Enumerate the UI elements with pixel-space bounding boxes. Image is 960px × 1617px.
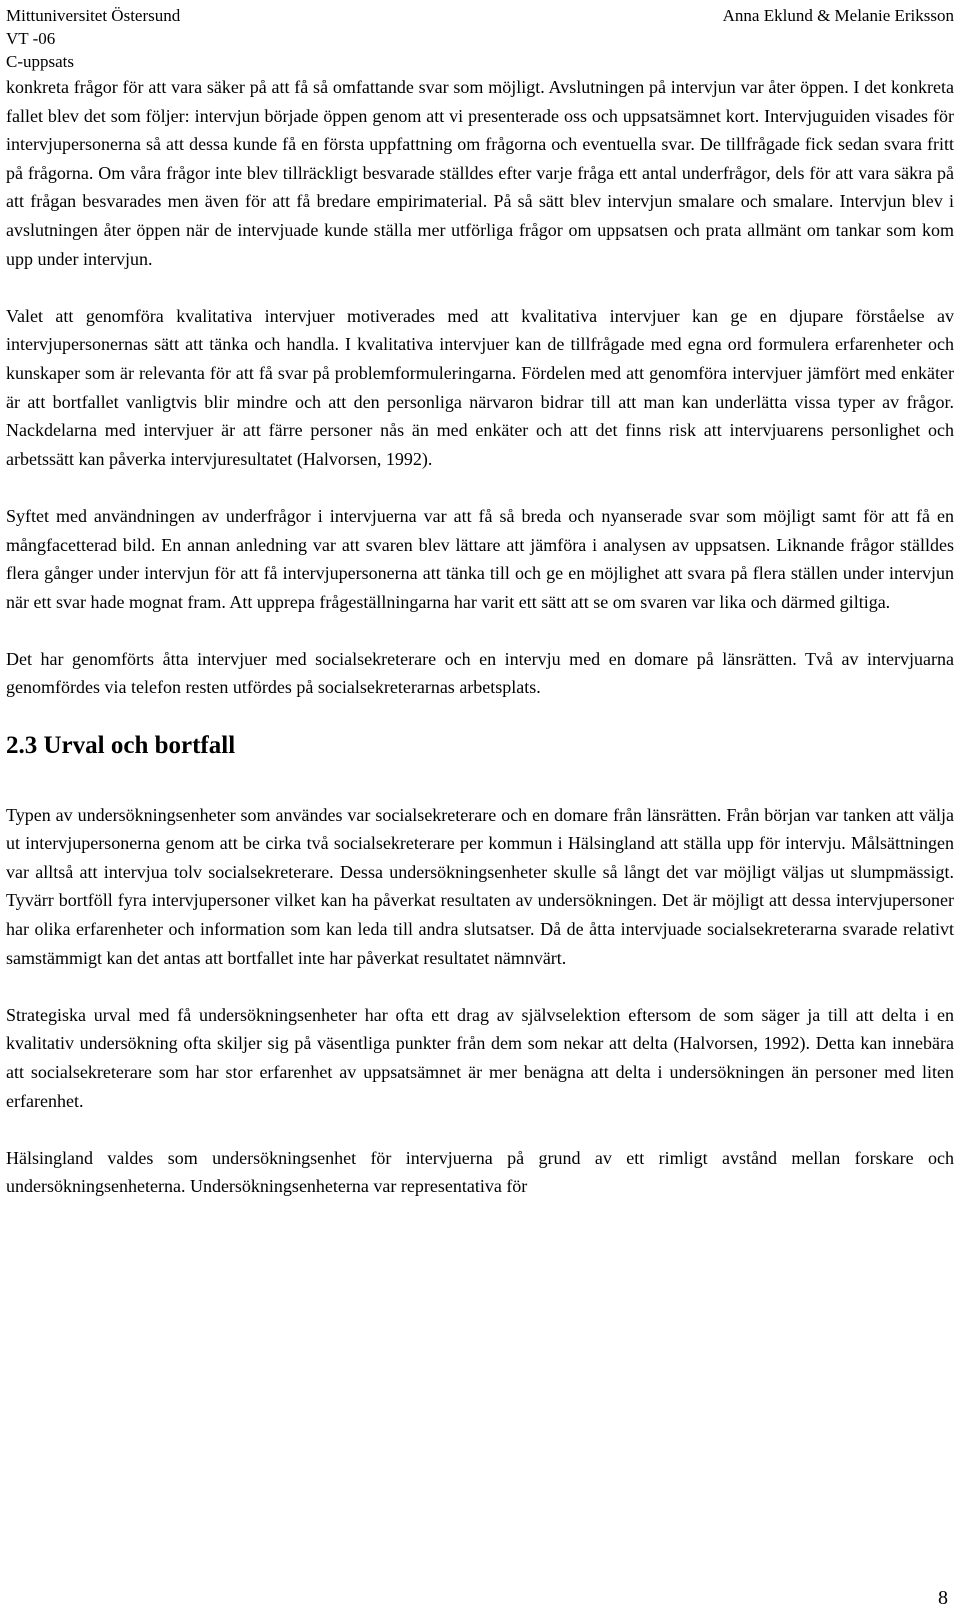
paragraph-sampling-units: Typen av undersökningsenheter som användes var socialsekreterare och en domare från länsrätten. Från början var tanken att välja ut intervjupersonerna genom att be cirka två socialsekreterare per kommun i Hälsingland att ställa upp för intervju. Målsättningen var alltså att intervjua tolv socialsekreterare. Dessa undersökningsenheter skulle så långt det var möjligt väljas ut slumpmässigt. Tyvärr bortföll fyra intervjupersoner vilket kan ha påverkat resultaten av undersökningen. Det är möjligt att dessa intervjupersoner har olika erfarenheter och information som kan leda till andra slutsatser. Då de åtta intervjuade socialsekreterarna svarade relativt samstämmigt kan det antas att bortfallet inte har påverkat resultatet nämnvärt. [6,804,954,968]
header-authors: Anna Eklund & Melanie Eriksson [722,6,954,25]
header-term: VT -06 [6,29,56,48]
paragraph-interview-structure: konkreta frågor för att vara säker på att få så omfattande svar som möjligt. Avslutningen på intervjun var åter öppen. I det konkreta fallet blev det som följer: intervjun började öppen genom att vi presenterade oss och uppsatsämnet kort. Intervjuguiden visades för intervjupersonerna så att dessa kunde få en första uppfattning om frågorna och eventuella svar. De tillfrågade fick sedan svara fritt på frågorna. Om våra frågor inte blev tillräckligt besvarade ställdes efter varje fråga ett antal underfrågor, dels för att vara säkra på att frågan besvarades men även för att få bredare empirimaterial. På så sätt blev intervjun smalare och smalare. Intervjun blev i avslutningen åter öppen när de intervjuade kunde ställa mer utförliga frågor om uppsatsen och prata allmänt om tankar som kom upp under intervjun. [6,77,954,269]
paragraph-strategic-sampling: Strategiska urval med få undersökningsenheter har ofta ett drag av självselektion eftersom de som säger ja till att delta i en kvalitativ undersökning ofta skiljer sig på väsentliga punkter från dem som nekar att delta (Halvorsen, 1992). Detta kan innebära att socialsekreterare som har stor erfarenhet av uppsatsämnet är mer benägna att delta i undersökningen än personer med liten erfarenhet. [6,1004,954,1111]
section-heading: 2.3 Urval och bortfall [6,731,236,759]
paragraph-subquestions-purpose: Syftet med användningen av underfrågor i intervjuerna var att få så breda och nyanserade svar som möjligt samt för att få en mångfacetterad bild. En annan anledning var att svaren blev lättare att jämföra i analysen av uppsatsen. Liknande frågor ställdes flera gånger under intervjun för att få intervjupersonerna att tänka till och ge en möjlighet att svara på flera ställen under intervjun när ett svar hade mognat fram. Att upprepa frågeställningarna har varit ett sätt att se om svaren var lika och därmed giltiga. [6,505,954,612]
page-number: 8 [938,1587,948,1609]
header-institution: Mittuniversitet Östersund [6,6,181,25]
paragraph-halsingland: Hälsingland valdes som undersökningsenhet för intervjuerna på grund av ett rimligt avstånd mellan forskare och undersökningsenheterna. Undersökningsenheterna var representativa för [6,1147,954,1197]
page-header [6,4,954,73]
paragraph-qualitative-motivation: Valet att genomföra kvalitativa intervjuer motiverades med att kvalitativa intervjuer kan ge en djupare förståelse av intervjupersonernas sätt att tänka och handla. I kvalitativa intervjuer kan de tillfrågade med egna ord formulera erfarenheter och kunskaper som är relevanta för att få svar på problemformuleringarna. Fördelen med att genomföra intervjuer jämfört med enkäter är att bortfallet vanligtvis blir mindre och att den personliga närvaron bidrar till att man kan underlätta vissa typer av frågor. Nackdelarna med intervjuer är att färre personer nås än med enkäter och att det finns risk att intervjuarens personlighet och arbetssätt kan påverka intervjuresultatet (Halvorsen, 1992). [6,305,954,469]
paragraph-interviews-conducted: Det har genomförts åtta intervjuer med socialsekreterare och en intervju med en domare på länsrätten. Två av intervjuarna genomfördes via telefon resten utfördes på socialsekreterarnas arbetsplats. [6,648,954,698]
header-document-type: C-uppsats [6,52,74,71]
page-body [6,73,954,1230]
header-row [6,4,954,27]
